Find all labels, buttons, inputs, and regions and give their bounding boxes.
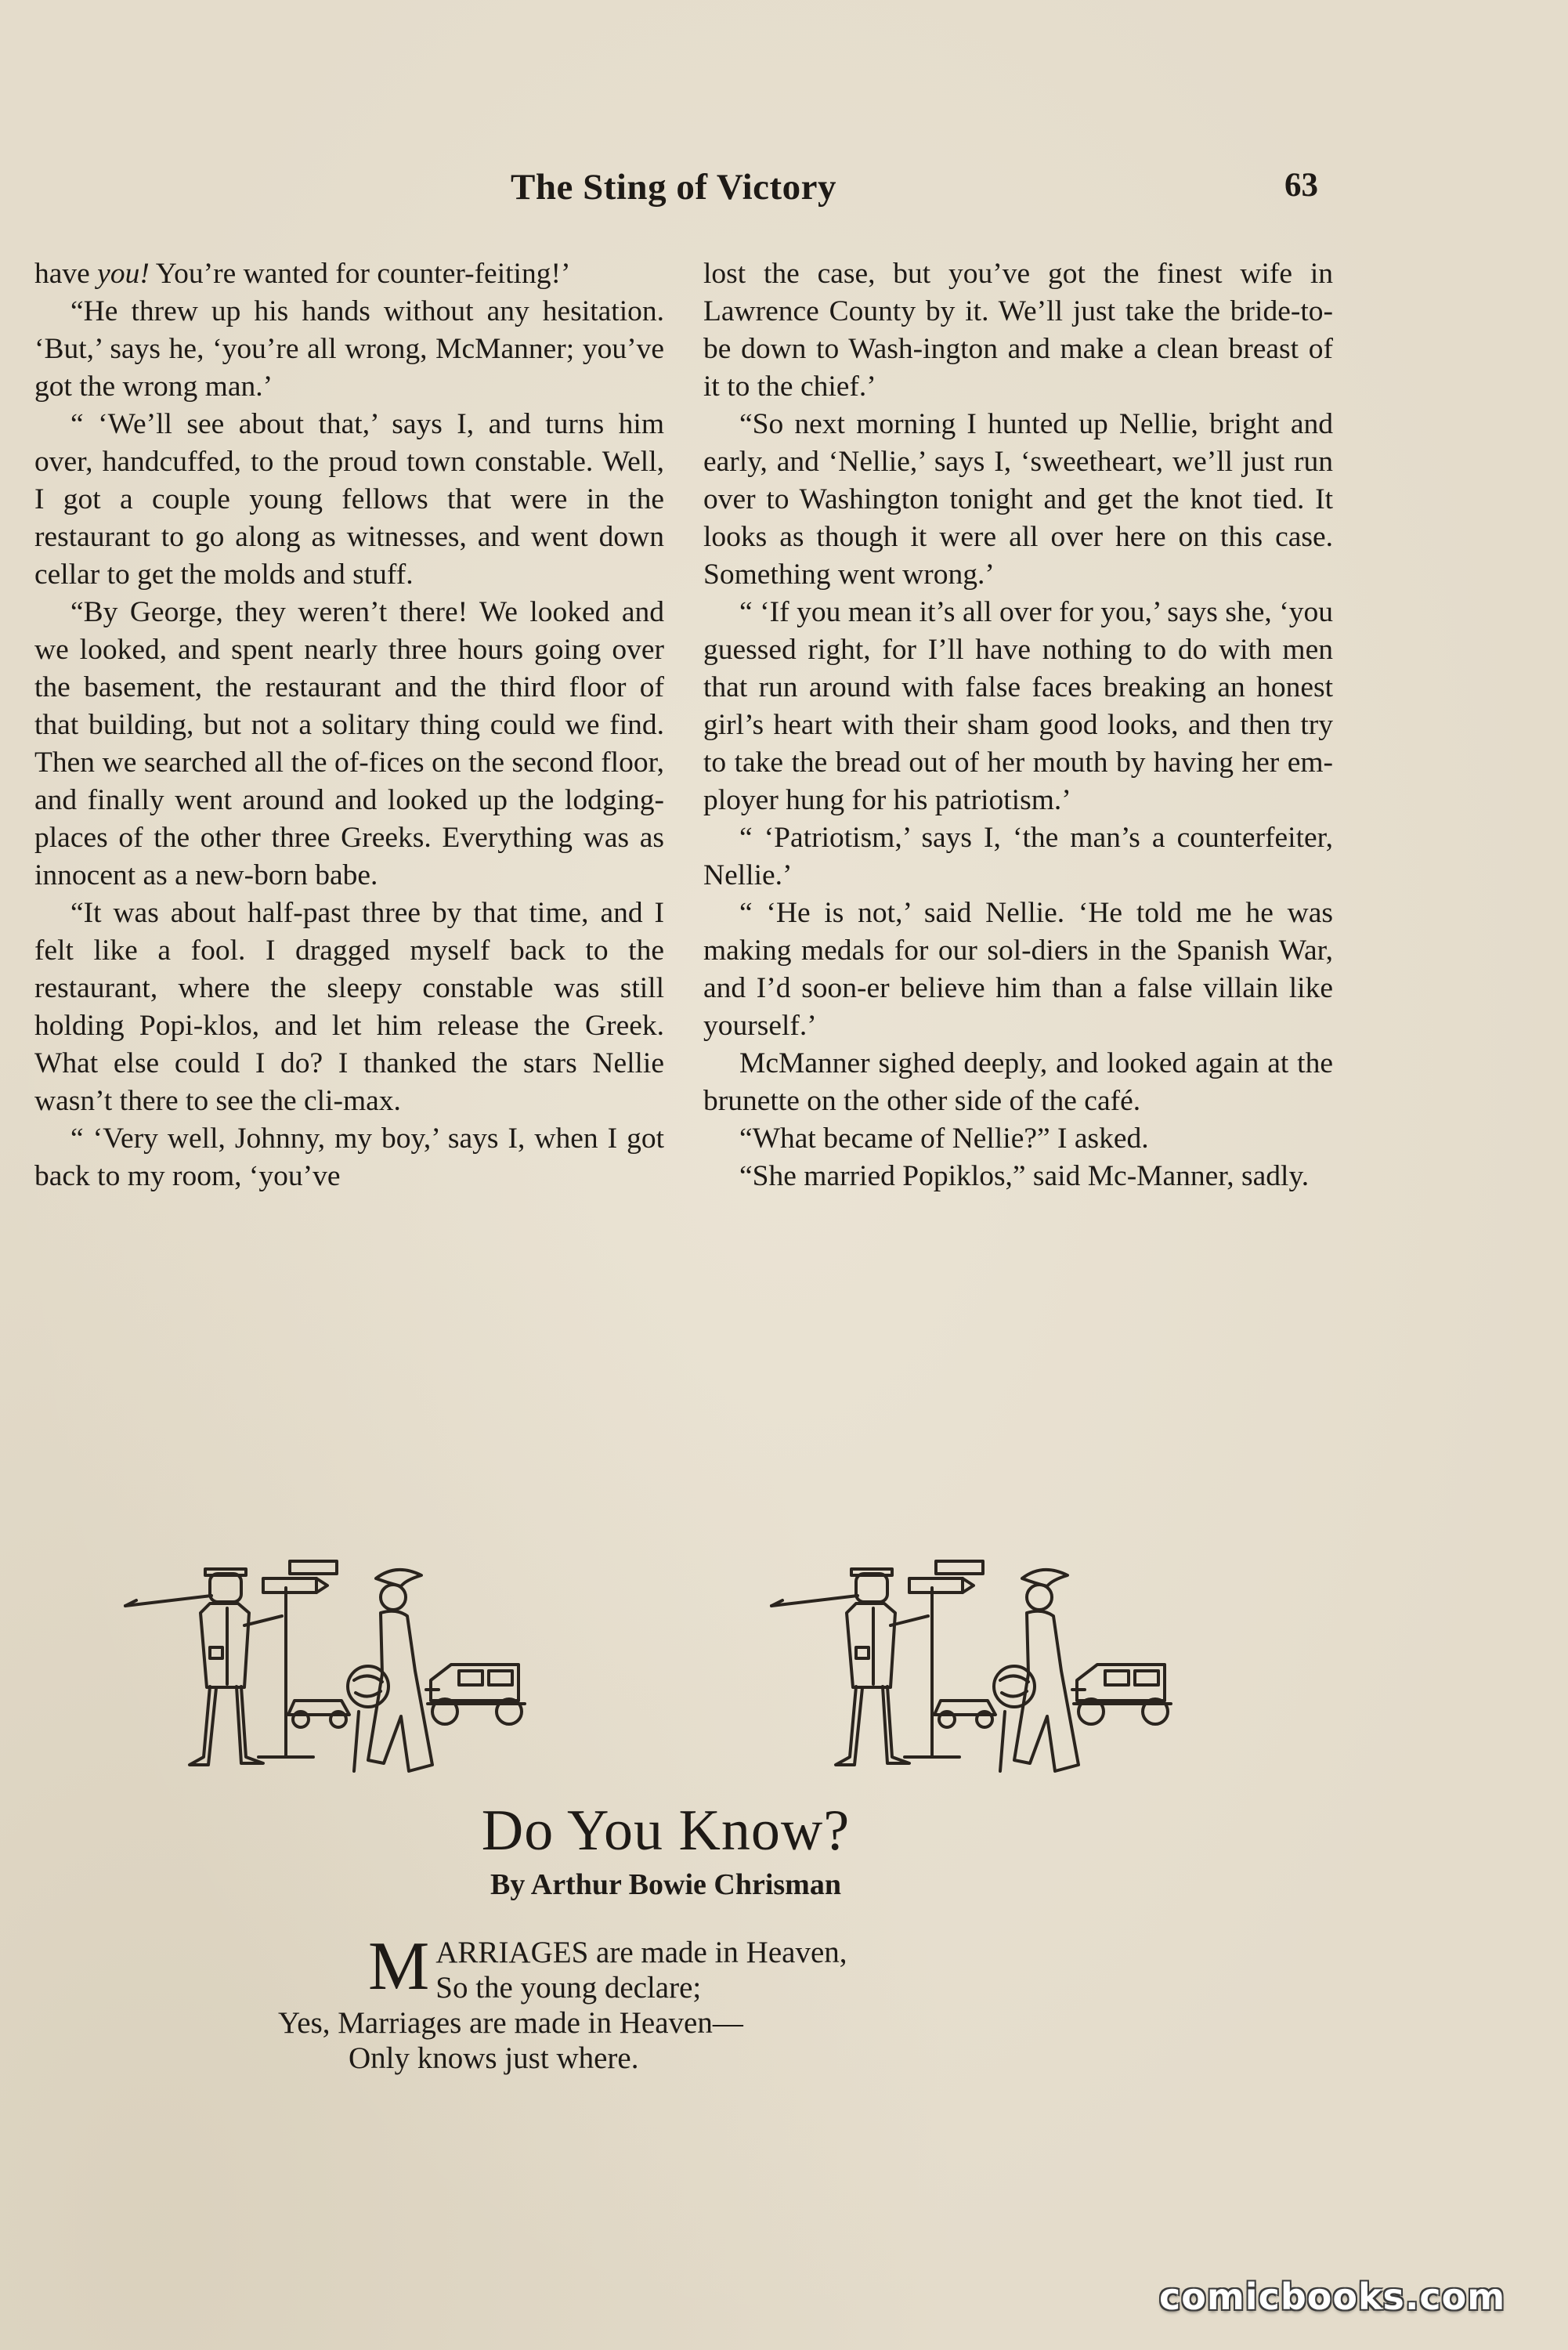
page-number: 63 (1284, 167, 1318, 204)
poem-body (278, 1929, 1073, 2076)
paragraph: “She married Popiklos,” said Mc-Manner, sadly. (739, 1160, 1310, 1192)
paragraph: “He threw up his hands without any hesitation. ‘But,’ says he, ‘you’re all wrong, McManner; you’ve got the wrong man.’ (34, 295, 664, 403)
poem-title: Do You Know? (481, 1799, 851, 1863)
emphasis: you! (97, 258, 150, 290)
poem-line: Yes, Marriages are made in Heaven— (278, 2006, 743, 2040)
paragraph: McManner sighed deeply, and looked again at the brunette on the other side of the café. (703, 1047, 1333, 1117)
touring-car (1072, 1665, 1171, 1724)
paragraph: “By George, they weren’t there! We looked and we looked, and spent nearly three hours going over the basement, the restaurant and the third floor of that building, but not a solitary thing could we find. Then we searched all the of-fices on the second floor, and finally went around and looked up the lodging-places of the other three Greeks. Everything was as innocent as a new-born babe. (34, 596, 664, 891)
policeman-figure (125, 1569, 282, 1765)
paragraph: “ ‘He is not,’ said Nellie. ‘He told me he was making medals for our sol-diers in the Spanish War, and I’d soon-er believe him than a false villain like yourself.’ (703, 897, 1333, 1042)
paragraph: “ ‘We’ll see about that,’ says I, and turns him over, handcuffed, to the proud town constable. Well, I got a couple young fellows that were in the restaurant to go along as witnesses, and went down cellar to get the molds and stuff. (34, 408, 664, 591)
poem-line: Only knows just where. (349, 2041, 639, 2075)
paragraph: lost the case, but you’ve got the finest wife in Lawrence County by it. We’ll just take the bride-to-be down to Wash-ington and make a clean breast of it to the chief.’ (703, 258, 1333, 403)
right-text-column (703, 255, 1333, 1195)
paragraph: “ ‘Patriotism,’ says I, ‘the man’s a counterfeiter, Nellie.’ (703, 822, 1333, 891)
paragraph: “So next morning I hunted up Nellie, bright and early, and ‘Nellie,’ says I, ‘sweetheart, we’ll just run over to Washington tonight and get the knot tied. It looks as though it were all over here on this case. Something went wrong.’ (703, 408, 1333, 591)
poem-byline: By Arthur Bowie Chrisman (490, 1868, 841, 1901)
woman-figure (348, 1570, 432, 1771)
small-car (288, 1701, 349, 1727)
paragraph: “ ‘Very well, Johnny, my boy,’ says I, when I got back to my room, ‘you’ve (34, 1123, 664, 1192)
drop-cap: M (368, 1929, 430, 2005)
touring-car (426, 1665, 525, 1724)
paragraph: “ ‘If you mean it’s all over for you,’ says she, ‘you guessed right, for I’ll have nothing to do with men that run around with false faces breaking an honest girl’s heart with their sham good looks, and then try to take the bread out of her mouth by having her em-ployer hung for his patriotism.’ (703, 596, 1333, 816)
traffic-scene-illustration (110, 1547, 580, 1790)
paragraph: “It was about half-past three by that time, and I felt like a fool. I dragged myself back to the restaurant, where the sleepy constable was still holding Popi-klos, and let him release the Greek. What else could I do? I thanked the stars Nellie wasn’t there to see the cli-max. (34, 897, 664, 1117)
running-title: The Sting of Victory (510, 167, 837, 208)
traffic-scene-illustration (756, 1547, 1226, 1790)
poem-line: ARRIAGES are made in Heaven, (435, 1936, 847, 1969)
paragraph: “What became of Nellie?” I asked. (739, 1123, 1149, 1155)
source-watermark: comicbooks.com (1159, 2276, 1506, 2318)
left-text-column (34, 255, 664, 1195)
policeman-figure (771, 1569, 928, 1765)
small-car (934, 1701, 995, 1727)
paragraph: have you! You’re wanted for counter-feiting!’ (34, 258, 571, 290)
woman-figure (994, 1570, 1078, 1771)
poem-line: So the young declare; (435, 1971, 702, 2005)
